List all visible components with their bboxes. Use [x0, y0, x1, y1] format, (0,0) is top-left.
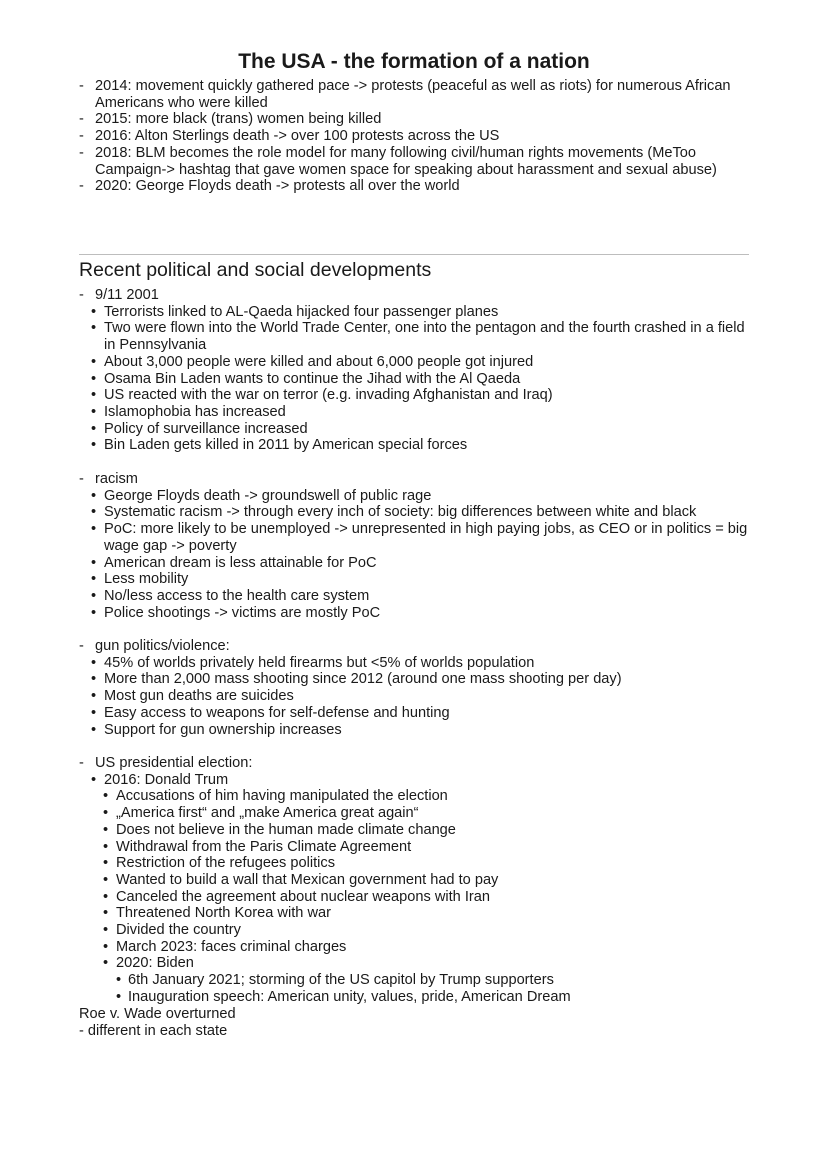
list-item: • Withdrawal from the Paris Climate Agreement: [103, 838, 412, 855]
list-item: • American dream is less attainable for PoC: [91, 554, 377, 571]
section-9-11: [79, 287, 759, 454]
list-item: • Does not believe in the human made climate change: [103, 821, 456, 838]
list-item: • Easy access to weapons for self-defense and hunting: [91, 704, 450, 721]
section-racism: [79, 471, 759, 621]
list-item: • Canceled the agreement about nuclear weapons with Iran: [103, 888, 491, 905]
list-item: • 45% of worlds privately held firearms but <5% of worlds population: [91, 654, 535, 671]
list-item: • Two were flown into the World Trade Center, one into the pentagon and the fourth crashed in a field in Pennsylvania: [91, 320, 745, 354]
list-item: • Policy of surveillance increased: [91, 420, 308, 437]
trump-items-list: [79, 788, 759, 972]
list-item: • Divided the country: [103, 922, 241, 939]
list-item: - 2016: Alton Sterlings death -> over 100 protests across the US: [79, 128, 500, 145]
list-item: • Most gun deaths are suicides: [91, 688, 294, 705]
biden-items-list: [79, 972, 759, 1005]
list-item: • Support for gun ownership increases: [91, 721, 342, 738]
section-presidential-election: [79, 755, 759, 1006]
list-item: - 2020: George Floyds death -> protests all over the world: [79, 178, 460, 195]
list-item: - 2015: more black (trans) women being killed: [79, 111, 382, 128]
list-item: • PoC: more likely to be unemployed -> unrepresented in high paying jobs, as CEO or in politics = big wage gap -> poverty: [91, 521, 748, 554]
footer-line: Roe v. Wade overturned: [79, 1006, 236, 1022]
section-label: - racism: [79, 471, 138, 487]
list-item: • US reacted with the war on terror (e.g. invading Afghanistan and Iraq): [91, 387, 553, 404]
list-item: • More than 2,000 mass shooting since 2012 (around one mass shooting per day): [91, 671, 622, 688]
section-heading: Recent political and social developments: [79, 259, 432, 281]
list-item: • Osama Bin Laden wants to continue the Jihad with the Al Qaeda: [91, 370, 521, 387]
list-item: • Wanted to build a wall that Mexican government had to pay: [103, 871, 499, 888]
list-item: • March 2023: faces criminal charges: [103, 938, 347, 955]
list-item: - 2014: movement quickly gathered pace -> protests (peaceful as well as riots) for numerous African Americans who were killed: [79, 78, 731, 111]
list-item: • 2016: Donald Trum: [91, 771, 229, 788]
section-gun-politics: [79, 638, 759, 738]
list-item: • Restriction of the refugees politics: [103, 855, 336, 872]
list-item: • „America first“ and „make America great again“: [103, 805, 419, 822]
list-item: • George Floyds death -> groundswell of public rage: [91, 487, 432, 504]
list-item: • Terrorists linked to AL-Qaeda hijacked four passenger planes: [91, 303, 499, 320]
list-item: • Police shootings -> victims are mostly PoC: [91, 604, 381, 621]
horizontal-divider: [79, 254, 749, 255]
footer-roe-v-wade: [79, 1006, 759, 1039]
list-item: • No/less access to the health care system: [91, 587, 370, 604]
footer-line: - different in each state: [79, 1022, 228, 1039]
list-item: • Systematic racism -> through every inch of society: big differences between white and black: [91, 504, 697, 521]
list-item: - 2018: BLM becomes the role model for many following civil/human rights movements (MeToo Campaign-> hashtag that gave women space for speaking about harassment and sexual abuse): [79, 144, 717, 178]
page-title: The USA - the formation of a nation: [238, 50, 590, 73]
list-item: • Less mobility: [91, 571, 189, 588]
list-item: • Islamophobia has increased: [91, 403, 286, 420]
blm-timeline-list: [79, 78, 759, 195]
list-item: • 6th January 2021; storming of the US capitol by Trump supporters: [116, 972, 554, 989]
list-item: • 2020: Biden: [103, 955, 194, 972]
list-item: • About 3,000 people were killed and about 6,000 people got injured: [91, 353, 534, 370]
section-label: - 9/11 2001: [79, 287, 159, 303]
list-item: • Threatened North Korea with war: [103, 905, 331, 922]
section-label: - gun politics/violence:: [79, 638, 230, 654]
list-item: • Accusations of him having manipulated the election: [103, 788, 448, 805]
section-label: - US presidential election:: [79, 755, 253, 771]
list-item: • Inauguration speech: American unity, values, pride, American Dream: [116, 988, 571, 1005]
list-item: • Bin Laden gets killed in 2011 by American special forces: [91, 437, 468, 454]
